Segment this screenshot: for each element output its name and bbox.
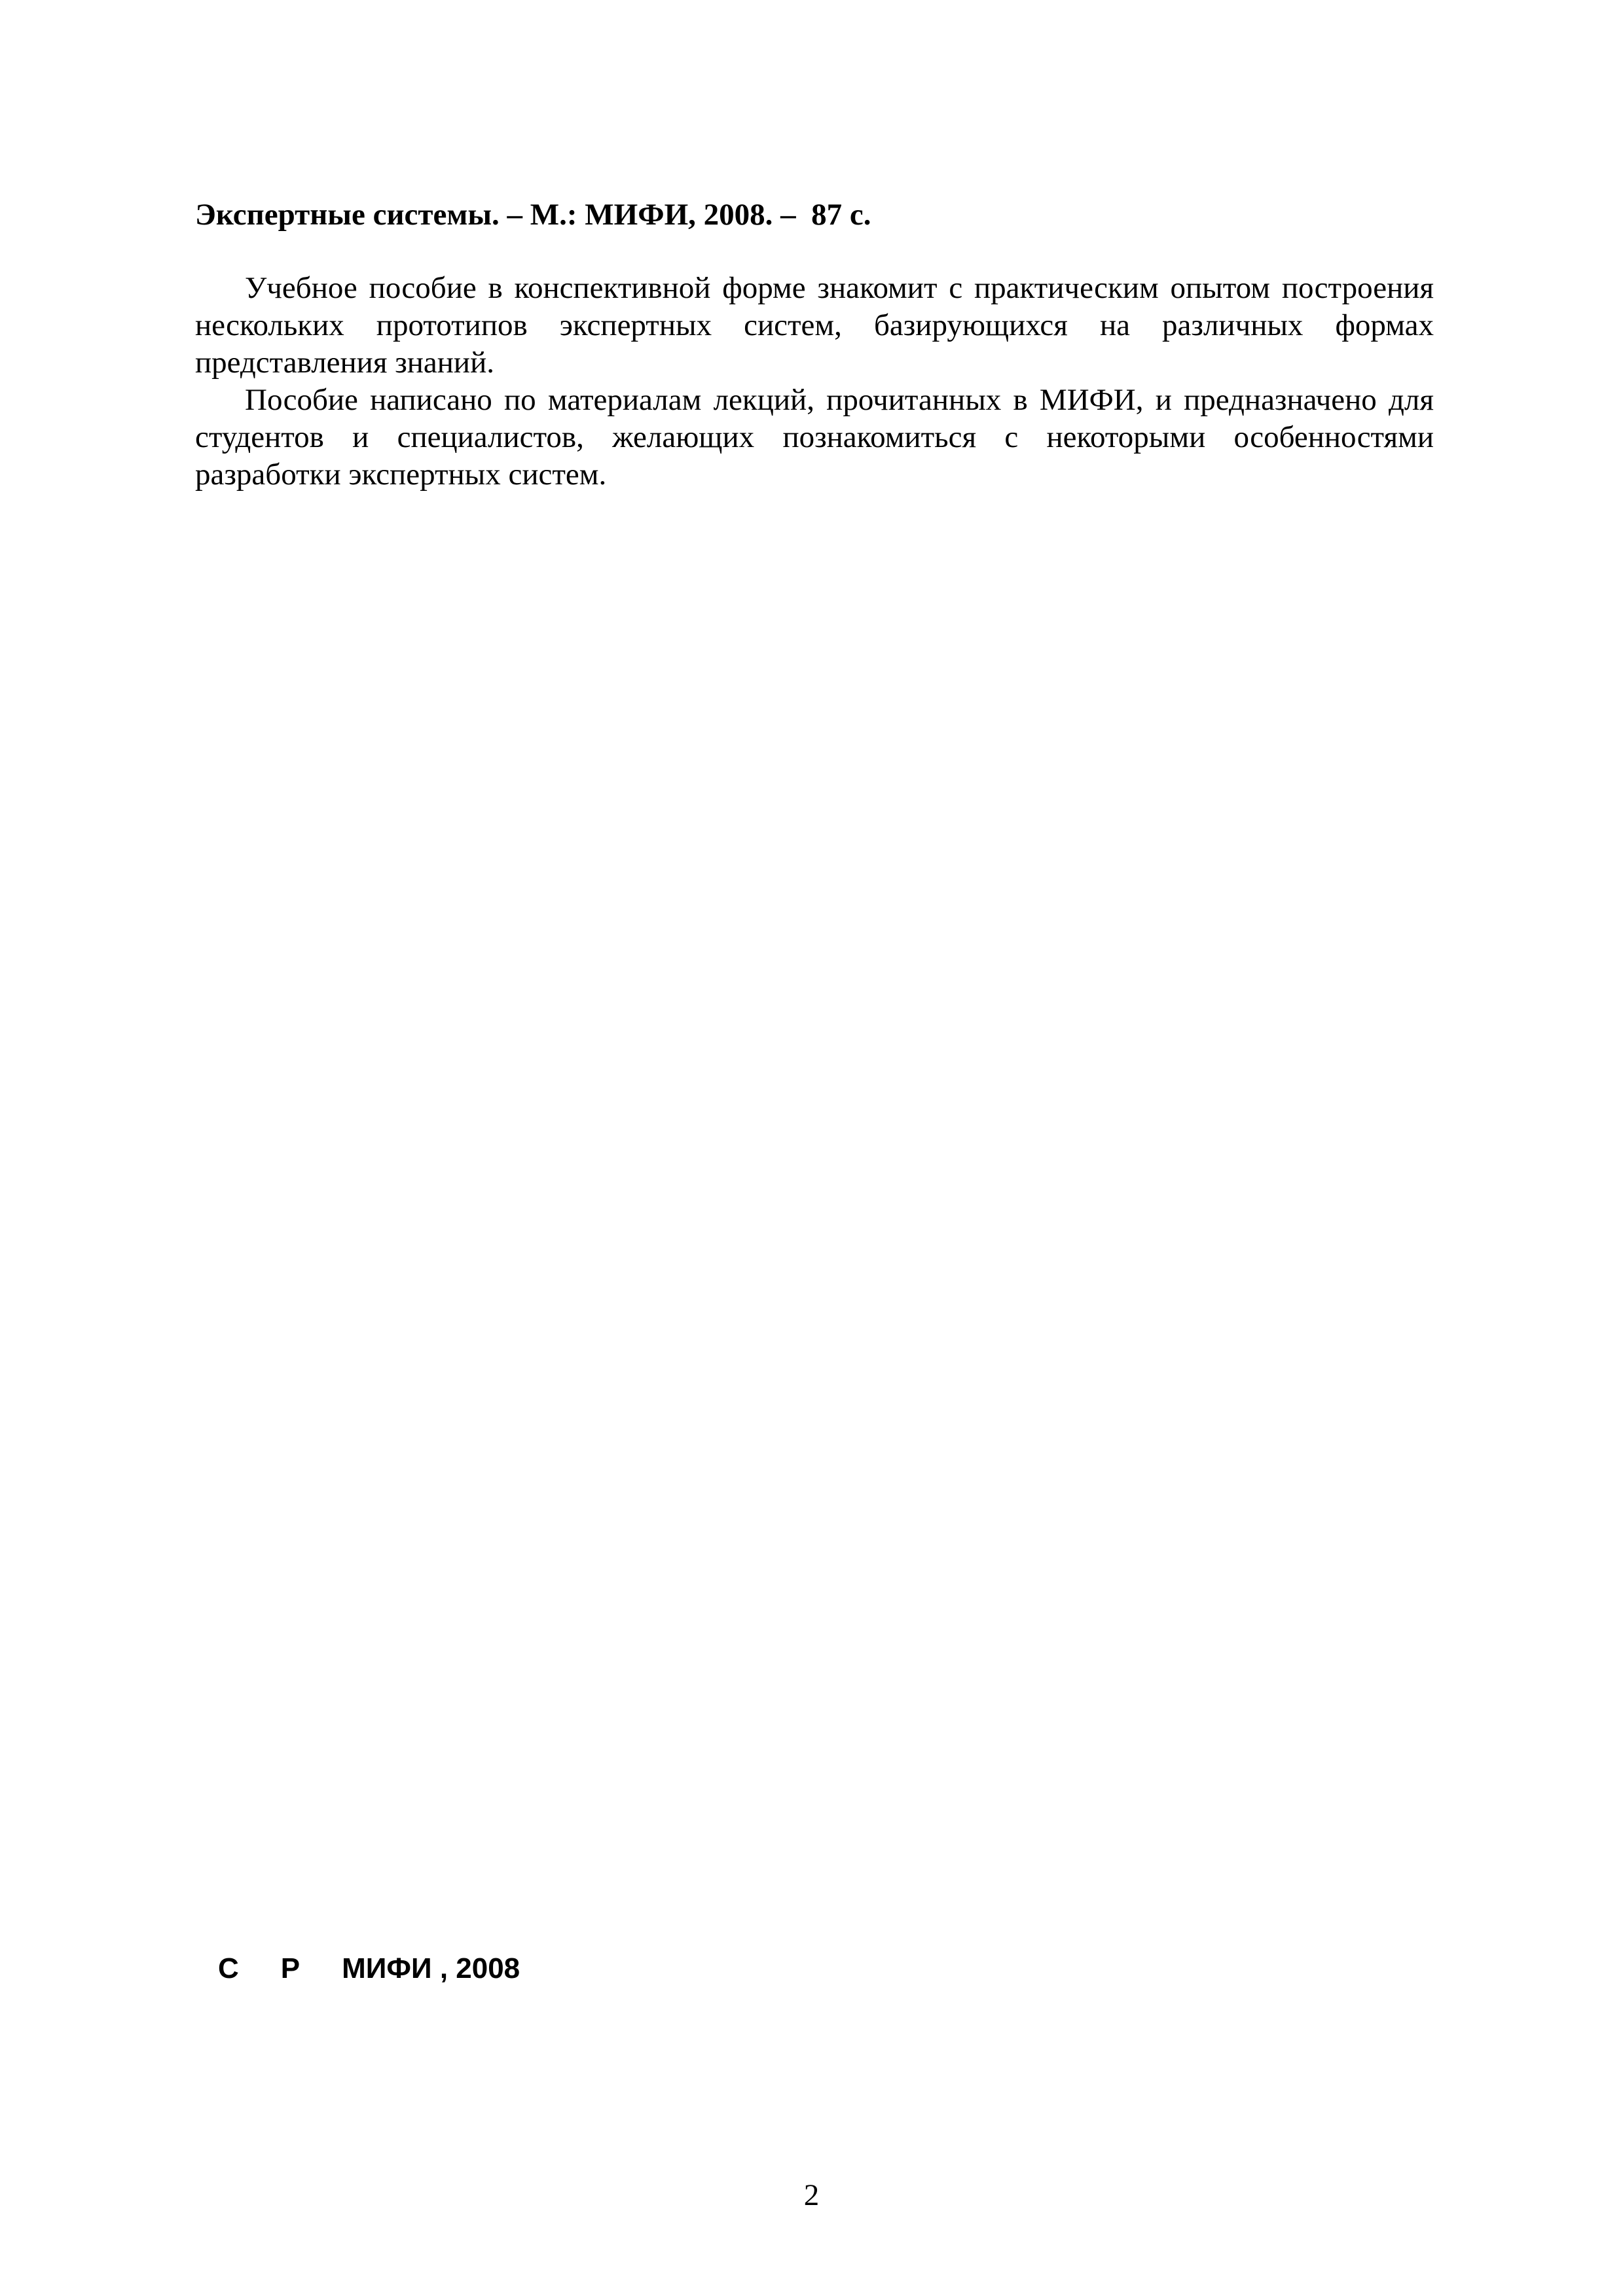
annotation-paragraph-1: Учебное пособие в конспективной форме знакомит с практическим опытом построения нескольких прототипов экспертных систем, базирующихся на различных формах представления знаний.	[195, 271, 1434, 380]
copyright-holder: МИФИ , 2008	[342, 1952, 520, 1984]
copyright-mark-r: Р	[280, 1952, 301, 1984]
copyright-line	[218, 1950, 520, 1987]
annotation-paragraph-2: Пособие написано по материалам лекций, прочитанных в МИФИ, и предназначено для студентов и специалистов, желающих познакомиться с некоторыми особенностями разработки экспертных систем.	[195, 383, 1434, 492]
annotation	[195, 270, 1434, 493]
page-number: 2	[803, 2178, 820, 2212]
bibliographic-record: Экспертные системы. – М.: МИФИ, 2008. – 87 с.	[195, 198, 871, 232]
copyright-mark-c: С	[218, 1952, 239, 1984]
